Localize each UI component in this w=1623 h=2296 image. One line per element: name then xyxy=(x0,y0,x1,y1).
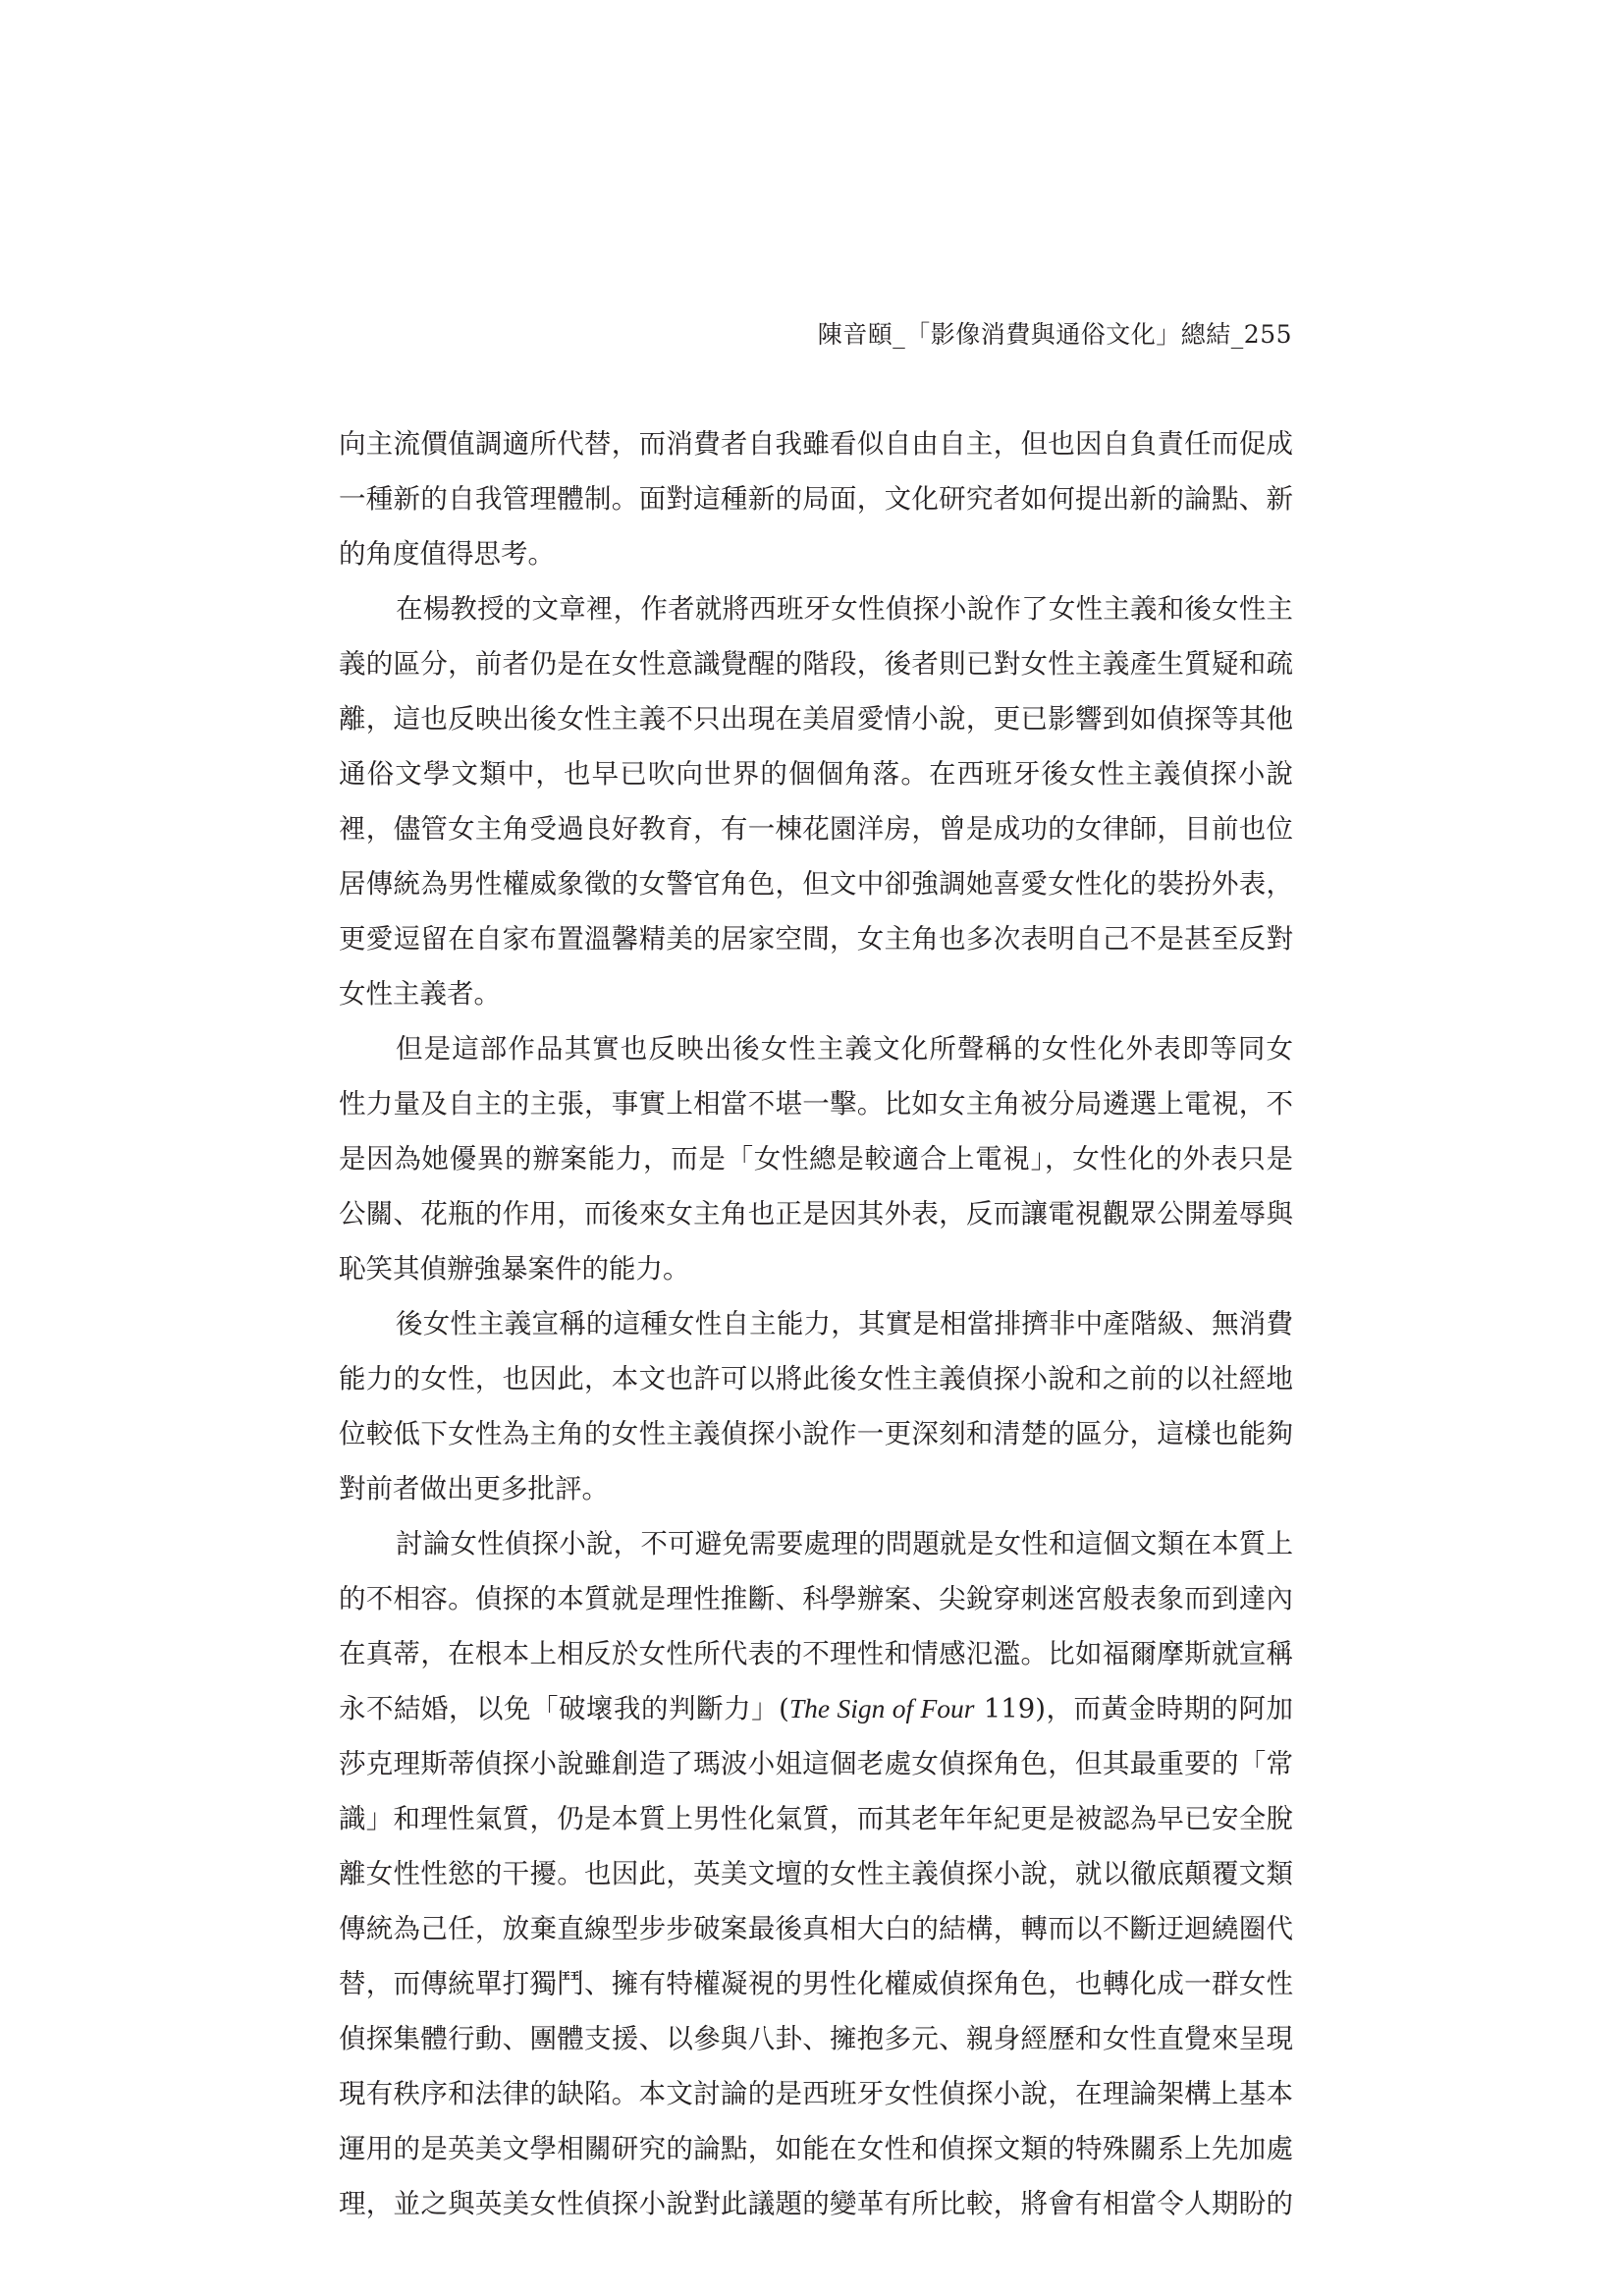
text-line: 討論女性偵探小說，不可避免需要處理的問題就是女性和這個文類在本質上 xyxy=(396,1528,1293,1559)
text-line: 識」和理性氣質，仍是本質上男性化氣質，而其老年年紀更是被認為早已安全脫 xyxy=(339,1803,1293,1834)
paragraph-4 xyxy=(339,1296,1293,1516)
text-line: 裡，儘管女主角受過良好教育，有一棟花園洋房，曾是成功的女律師，目前也位 xyxy=(339,813,1293,845)
text-line-citation xyxy=(339,1681,1293,1736)
body-text xyxy=(339,416,1293,2231)
citation-after: )，而黃金時期的阿加 xyxy=(1035,1693,1293,1724)
paragraph-3 xyxy=(339,1021,1293,1296)
text-line: 傳統為己任，放棄直線型步步破案最後真相大白的結構，轉而以不斷迂迴繞圈代 xyxy=(339,1913,1293,1944)
citation-page: 119 xyxy=(974,1693,1036,1724)
text-line: 是因為她優異的辦案能力，而是「女性總是較適合上電視」，女性化的外表只是 xyxy=(339,1143,1293,1175)
text-line: 理，並之與英美女性偵探小說對此議題的變革有所比較，將會有相當令人期盼的 xyxy=(339,2188,1293,2219)
running-header: 陳音頤_「影像消費與通俗文化」總結_255 xyxy=(817,320,1292,349)
text-line: 居傳統為男性權威象徵的女警官角色，但文中卻強調她喜愛女性化的裝扮外表， xyxy=(339,868,1293,900)
text-line: 在真蒂，在根本上相反於女性所代表的不理性和情感氾濫。比如福爾摩斯就宣稱 xyxy=(339,1638,1293,1669)
text-line: 位較低下女性為主角的女性主義偵探小說作一更深刻和清楚的區分，這樣也能夠 xyxy=(339,1418,1293,1449)
text-line: 義的區分，前者仍是在女性意識覺醒的階段，後者則已對女性主義產生質疑和疏 xyxy=(339,648,1293,680)
text-line: 運用的是英美文學相關研究的論點，如能在女性和偵探文類的特殊關系上先加處 xyxy=(339,2133,1293,2164)
text-line: 一種新的自我管理體制。面對這種新的局面，文化研究者如何提出新的論點、新 xyxy=(339,483,1293,515)
text-line: 現有秩序和法律的缺陷。本文討論的是西班牙女性偵探小說，在理論架構上基本 xyxy=(339,2078,1293,2109)
text-line: 向主流價值調適所代替，而消費者自我雖看似自由自主，但也因自負責任而促成 xyxy=(339,428,1293,460)
text-line: 在楊教授的文章裡，作者就將西班牙女性偵探小說作了女性主義和後女性主 xyxy=(396,593,1293,625)
text-line: 替，而傳統單打獨鬥、擁有特權凝視的男性化權威偵探角色，也轉化成一群女性 xyxy=(339,1968,1293,1999)
text-line: 莎克理斯蒂偵探小說雖創造了瑪波小姐這個老處女偵探角色，但其最重要的「常 xyxy=(339,1748,1293,1779)
text-line: 能力的女性，也因此，本文也許可以將此後女性主義偵探小說和之前的以社經地 xyxy=(339,1363,1293,1394)
text-line: 公關、花瓶的作用，而後來女主角也正是因其外表，反而讓電視觀眾公開羞辱與 xyxy=(339,1198,1293,1230)
text-line: 的角度值得思考。 xyxy=(339,538,555,570)
citation-title: The Sign of Four xyxy=(788,1693,975,1723)
text-line: 後女性主義宣稱的這種女性自主能力，其實是相當排擠非中產階級、無消費 xyxy=(396,1308,1293,1339)
paragraph-2 xyxy=(339,581,1293,1021)
text-line: 更愛逗留在自家布置溫馨精美的居家空間，女主角也多次表明自己不是甚至反對 xyxy=(339,923,1293,955)
paragraph-5 xyxy=(339,1516,1293,2231)
text-line: 離，這也反映出後女性主義不只出現在美眉愛情小說，更已影響到如偵探等其他 xyxy=(339,703,1293,735)
text-line: 恥笑其偵辦強暴案件的能力。 xyxy=(339,1253,690,1285)
text-line: 的不相容。偵探的本質就是理性推斷、科學辦案、尖銳穿刺迷宮般表象而到達內 xyxy=(339,1583,1293,1614)
text-line: 對前者做出更多批評。 xyxy=(339,1473,609,1504)
text-line: 但是這部作品其實也反映出後女性主義文化所聲稱的女性化外表即等同女 xyxy=(396,1033,1293,1065)
text-line: 偵探集體行動、團體支援、以參與八卦、擁抱多元、親身經歷和女性直覺來呈現 xyxy=(339,2023,1293,2054)
text-line: 女性主義者。 xyxy=(339,978,501,1010)
paragraph-1 xyxy=(339,416,1293,581)
text-line: 通俗文學文類中，也早已吹向世界的個個角落。在西班牙後女性主義偵探小說 xyxy=(339,758,1293,790)
citation-lead: 永不結婚，以免「破壞我的判斷力」( xyxy=(339,1693,789,1724)
text-line: 性力量及自主的主張，事實上相當不堪一擊。比如女主角被分局遴選上電視，不 xyxy=(339,1088,1293,1120)
text-line: 離女性性慾的干擾。也因此，英美文壇的女性主義偵探小說，就以徹底顛覆文類 xyxy=(339,1858,1293,1889)
